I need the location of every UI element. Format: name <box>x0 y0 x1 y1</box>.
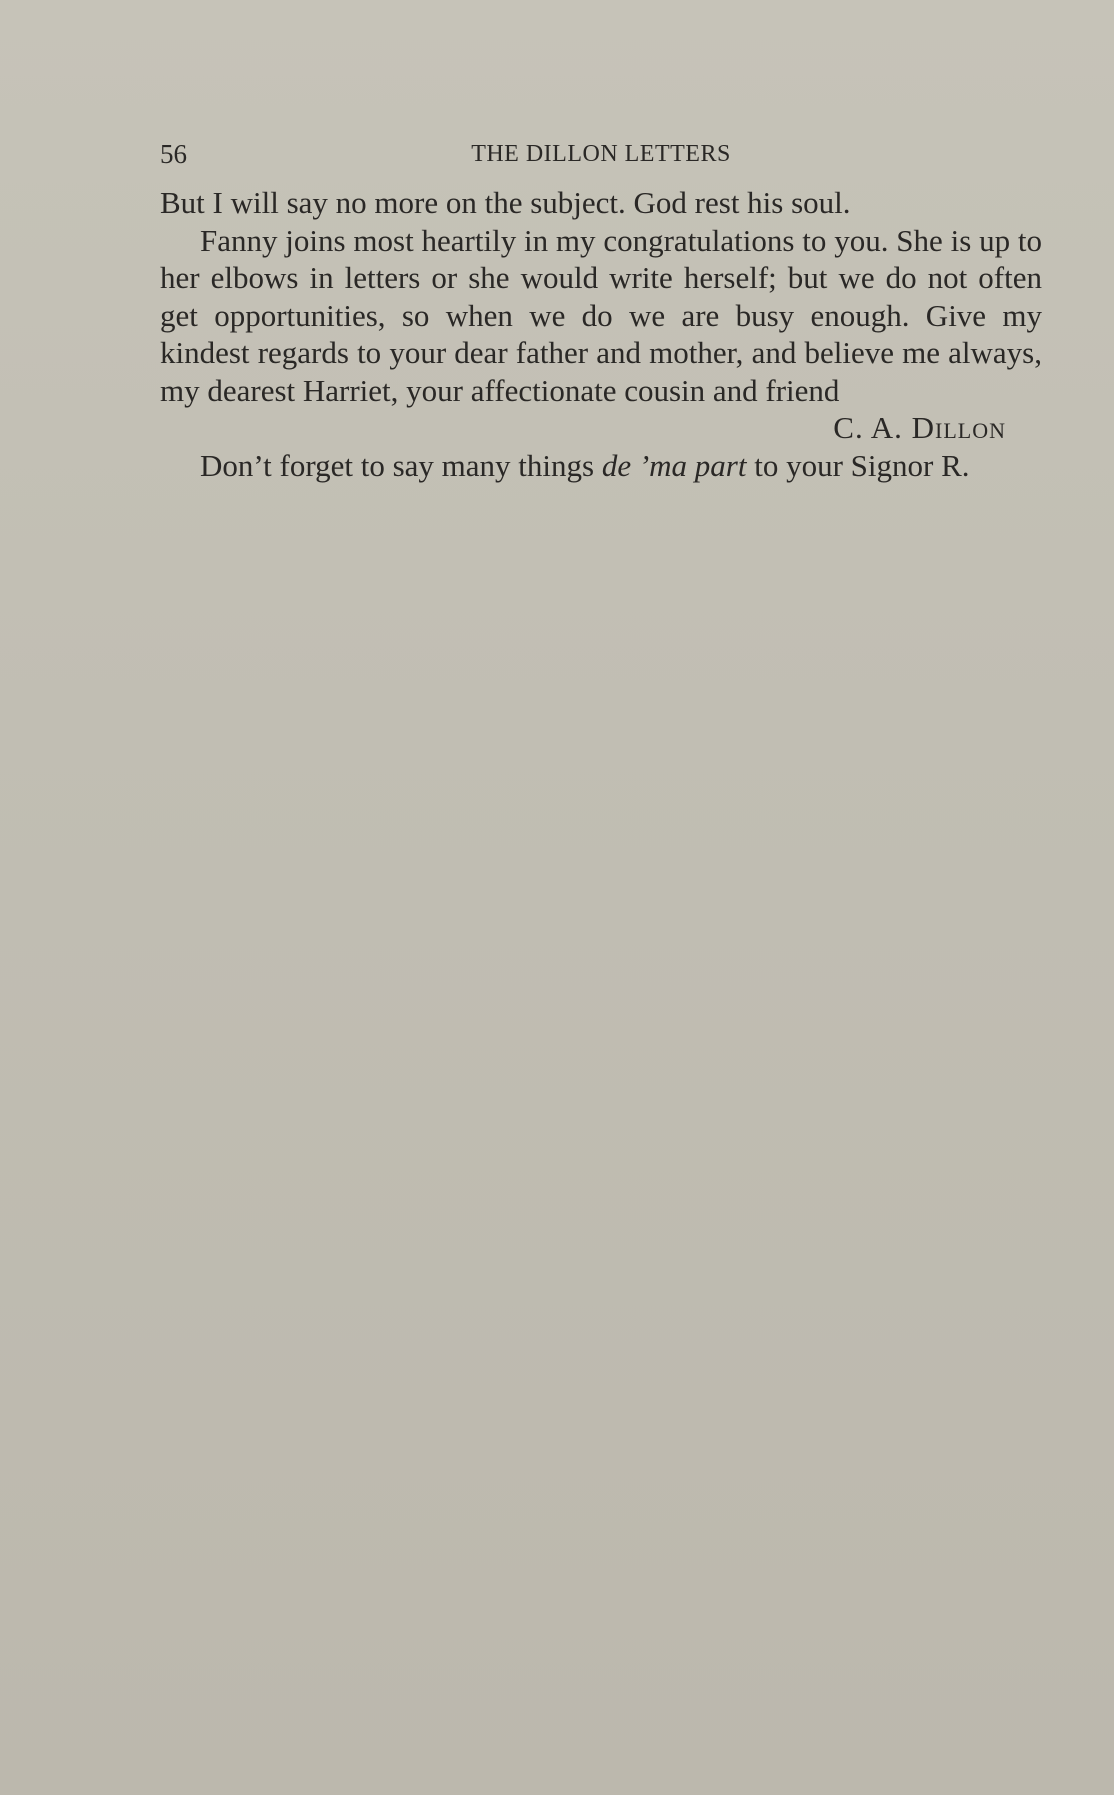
paragraph-closing-remark: But I will say no more on the subject. God rest his soul. <box>160 185 851 220</box>
postscript-italic-phrase: de ’ma part <box>601 447 747 483</box>
page-header <box>160 136 1042 172</box>
letter-text <box>160 184 1042 484</box>
paragraph-postscript <box>160 447 1042 485</box>
paragraph-congratulations: Fanny joins most heartily in my congratulations to you. She is up to her elbows in letters or she would write herself; but we do not often get opportunities, so when we do we are busy enough. Give my kindest regards to your dear father and mother, and believe me always, my dearest Harriet, your affectionate cousin and friend <box>160 222 1042 408</box>
running-title: THE DILLON LETTERS <box>471 141 731 167</box>
page-number: 56 <box>160 139 187 169</box>
postscript-text-start: Don’t forget to say many things <box>200 447 602 483</box>
signature-name: C. A. Dillon <box>833 410 1006 445</box>
postscript-text-end: to your Signor R. <box>746 447 970 483</box>
signature <box>160 409 1042 447</box>
